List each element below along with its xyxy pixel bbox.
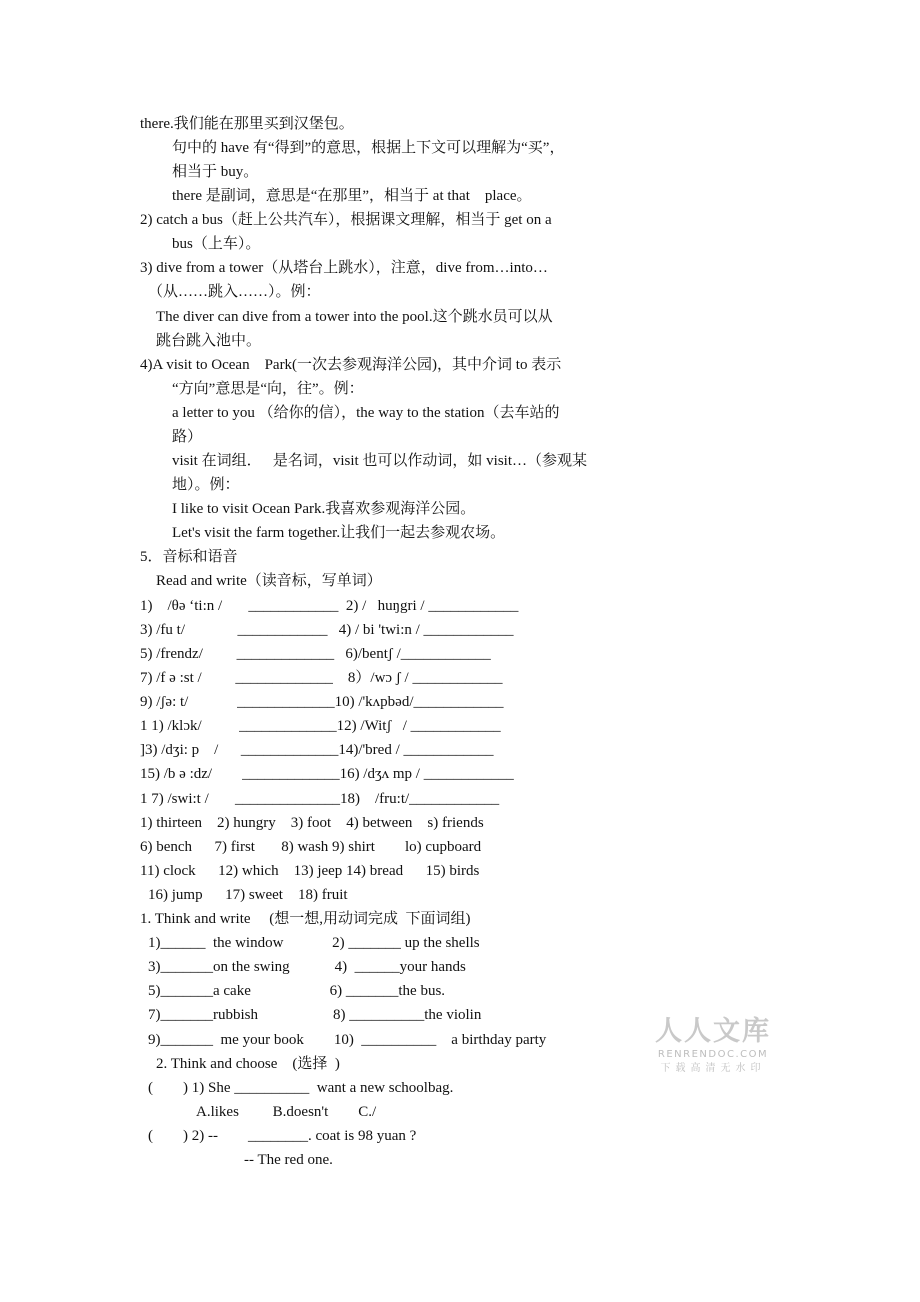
text-line: there 是副词，意思是“在那里”，相当于 at that place。 [172, 188, 532, 204]
phonetic-exercise-line: 5) /frendz/ _____________ 6)/bentʃ /____________ [140, 646, 491, 662]
text-line: bus（上车）。 [172, 236, 261, 252]
text-line: I like to visit Ocean Park.我喜欢参观海洋公园。 [172, 501, 476, 517]
text-line: 4)A visit to Ocean Park(一次去参观海洋公园)，其中介词 to 表示 [140, 357, 562, 373]
answer-key-line: 16) jump 17) sweet 18) fruit [148, 887, 348, 903]
fill-blank-line: 1)______ the window 2) _______ up the shells [148, 935, 480, 951]
phonetic-exercise-line: 9) /ʃə: t/ _____________10) /'kʌpbəd/____________ [140, 694, 504, 710]
phonetic-exercise-line: 15) /b ə :dz/ _____________16) /dʒʌ mp / ____________ [140, 766, 514, 782]
text-line: Let's visit the farm together.让我们一起去参观农场。 [172, 525, 506, 541]
text-line: there.我们能在那里买到汉堡包。 [140, 116, 354, 132]
exercise-instruction: Read and write（读音标，写单词） [156, 573, 382, 589]
section-heading: 2. Think and choose (选择 ) [156, 1056, 340, 1072]
choice-options: A.likes B.doesn't C./ [196, 1104, 377, 1120]
phonetic-exercise-line: ]3) /dʒi: p / _____________14)/'bred / ____________ [140, 742, 494, 758]
choice-answer-line: -- The red one. [244, 1152, 333, 1168]
text-line: 相当于 buy。 [172, 164, 259, 180]
watermark-subtitle: 下载高清无水印 [660, 1063, 766, 1074]
fill-blank-line: 5)_______a cake 6) _______the bus. [148, 983, 446, 999]
phonetic-exercise-line: 3) /fu t/ ____________ 4) / bi 'twi:n / ____________ [140, 622, 514, 638]
watermark-logo [648, 1016, 778, 1076]
text-line: visit 在词组． 是名词，visit 也可以作动词，如 visit…（参观某 [172, 453, 588, 469]
fill-blank-line: 7)_______rubbish 8) __________the violin [148, 1007, 482, 1023]
text-line: 3) dive from a tower（从塔台上跳水），注意，dive from…into… [140, 260, 548, 276]
phonetic-exercise-line: 1) /θə ‘ti:n / ____________ 2) / huŋgri / ____________ [140, 598, 519, 614]
section-heading: 1. Think and write (想一想,用动词完成 下面词组) [140, 911, 471, 927]
phonetic-exercise-line: 1 1) /klɔk/ _____________12) /Witʃ / ____________ [140, 718, 501, 734]
answer-key-line: 11) clock 12) which 13) jeep 14) bread 15) birds [140, 863, 480, 879]
phonetic-exercise-line: 7) /f ə :st / _____________ 8）/wɔ ʃ / ____________ [140, 670, 503, 686]
fill-blank-line: 9)_______ me your book 10) __________ a birthday party [148, 1032, 547, 1048]
watermark-title: 人人文库 [655, 1016, 771, 1047]
text-line: “方向”意思是“向，往”。例： [172, 381, 364, 397]
text-line: a letter to you （给你的信），the way to the station（去车站的 [172, 405, 560, 421]
text-line: 2) catch a bus（赶上公共汽车），根据课文理解，相当于 get on a [140, 212, 552, 228]
choice-question: ( ) 1) She __________ want a new schoolbag. [148, 1080, 454, 1096]
phonetic-exercise-line: 1 7) /swi:t / ______________18) /fru:t/____________ [140, 791, 500, 807]
answer-key-line: 6) bench 7) first 8) wash 9) shirt lo) cupboard [140, 839, 482, 855]
text-line: 地）。例： [172, 477, 240, 493]
fill-blank-line: 3)_______on the swing 4) ______your hands [148, 959, 466, 975]
text-line: The diver can dive from a tower into the pool.这个跳水员可以从 [156, 309, 553, 325]
answer-key-line: 1) thirteen 2) hungry 3) foot 4) between s) friends [140, 815, 484, 831]
text-line: （从……跳入……）。例： [148, 284, 321, 300]
watermark-url: RENRENDOC.COM [657, 1049, 769, 1060]
section-heading: 5．音标和语音 [140, 549, 238, 565]
text-line: 路） [172, 429, 203, 445]
text-line: 跳台跳入池中。 [156, 333, 262, 349]
text-line: 句中的 have 有“得到”的意思，根据上下文可以理解为“买”， [172, 140, 565, 156]
choice-question: ( ) 2) -- ________. coat is 98 yuan ? [148, 1128, 417, 1144]
